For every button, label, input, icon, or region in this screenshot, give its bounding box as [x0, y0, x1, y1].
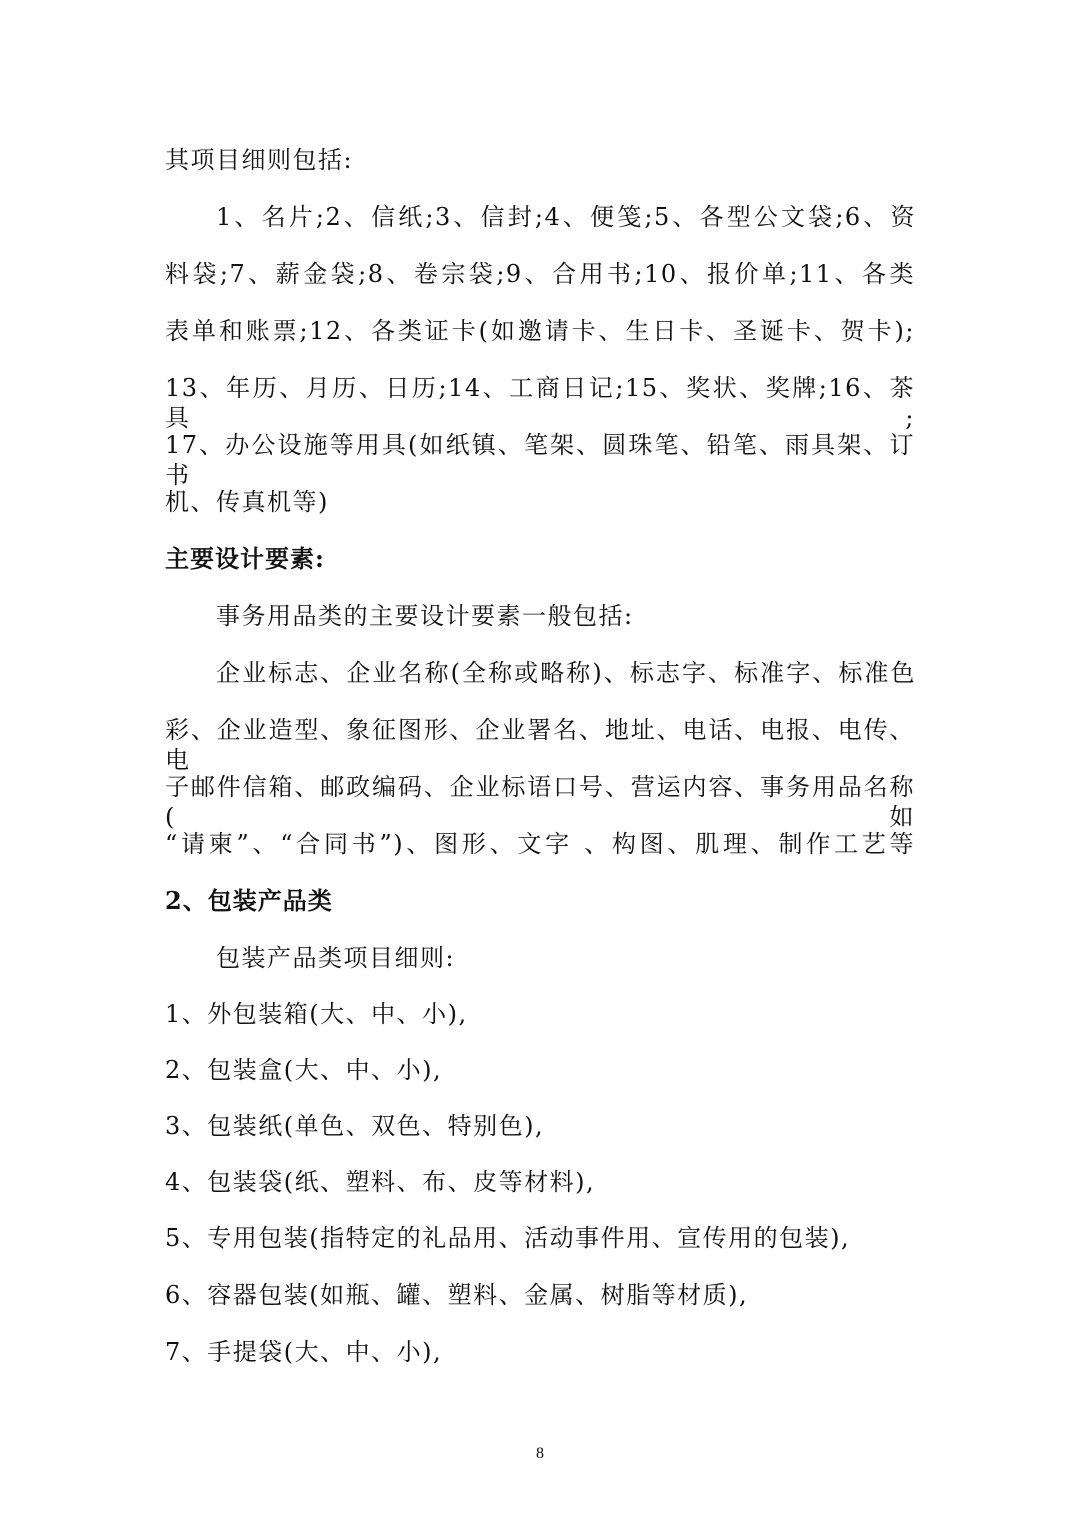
paragraph-line: 1、名片;2、信纸;3、信封;4、便笺;5、各型公文袋;6、资 — [216, 203, 916, 231]
section-heading: 2、包装产品类 — [165, 886, 333, 915]
list-item: 6、容器包装(如瓶、罐、塑料、金属、树脂等材质), — [165, 1281, 749, 1309]
list-item: 1、外包装箱(大、中、小), — [165, 1000, 468, 1028]
paragraph-line: 17、办公设施等用具(如纸镇、笔架、圆珠笔、铅笔、雨具架、订书 — [165, 431, 915, 489]
section-heading: 主要设计要素: — [165, 544, 325, 573]
paragraph-line: 表单和账票;12、各类证卡(如邀请卡、生日卡、圣诞卡、贺卡); — [165, 317, 915, 345]
list-item: 2、包装盒(大、中、小), — [165, 1056, 443, 1084]
paragraph-line: 彩、企业造型、象征图形、企业署名、地址、电话、电报、电传、电 — [165, 716, 915, 774]
paragraph-line: 企业标志、企业名称(全称或略称)、标志字、标准字、标准色 — [216, 659, 916, 687]
paragraph-line: 13、年历、月历、日历;14、工商日记;15、奖状、奖牌;16、茶具; — [165, 374, 915, 432]
paragraph-line: 包装产品类项目细则: — [216, 944, 456, 972]
list-item: 5、专用包装(指特定的礼品用、活动事件用、宣传用的包装), — [165, 1224, 851, 1252]
paragraph-line: 机、传真机等) — [165, 488, 329, 516]
paragraph-line: 子邮件信箱、邮政编码、企业标语口号、营运内容、事务用品名称(如 — [165, 773, 915, 831]
paragraph-line: 料袋;7、薪金袋;8、卷宗袋;9、合用书;10、报价单;11、各类 — [165, 260, 915, 288]
list-item: 7、手提袋(大、中、小), — [165, 1338, 443, 1366]
intro-line: 其项目细则包括: — [165, 146, 354, 174]
list-item: 3、包装纸(单色、双色、特别色), — [165, 1112, 545, 1140]
paragraph-line: “请柬”、“合同书”)、图形、文字 、构图、肌理、制作工艺等 — [165, 830, 915, 858]
list-item: 4、包装袋(纸、塑料、布、皮等材料), — [165, 1168, 596, 1196]
paragraph-line: 事务用品类的主要设计要素一般包括: — [216, 602, 634, 630]
page-number: 8 — [536, 1445, 544, 1462]
